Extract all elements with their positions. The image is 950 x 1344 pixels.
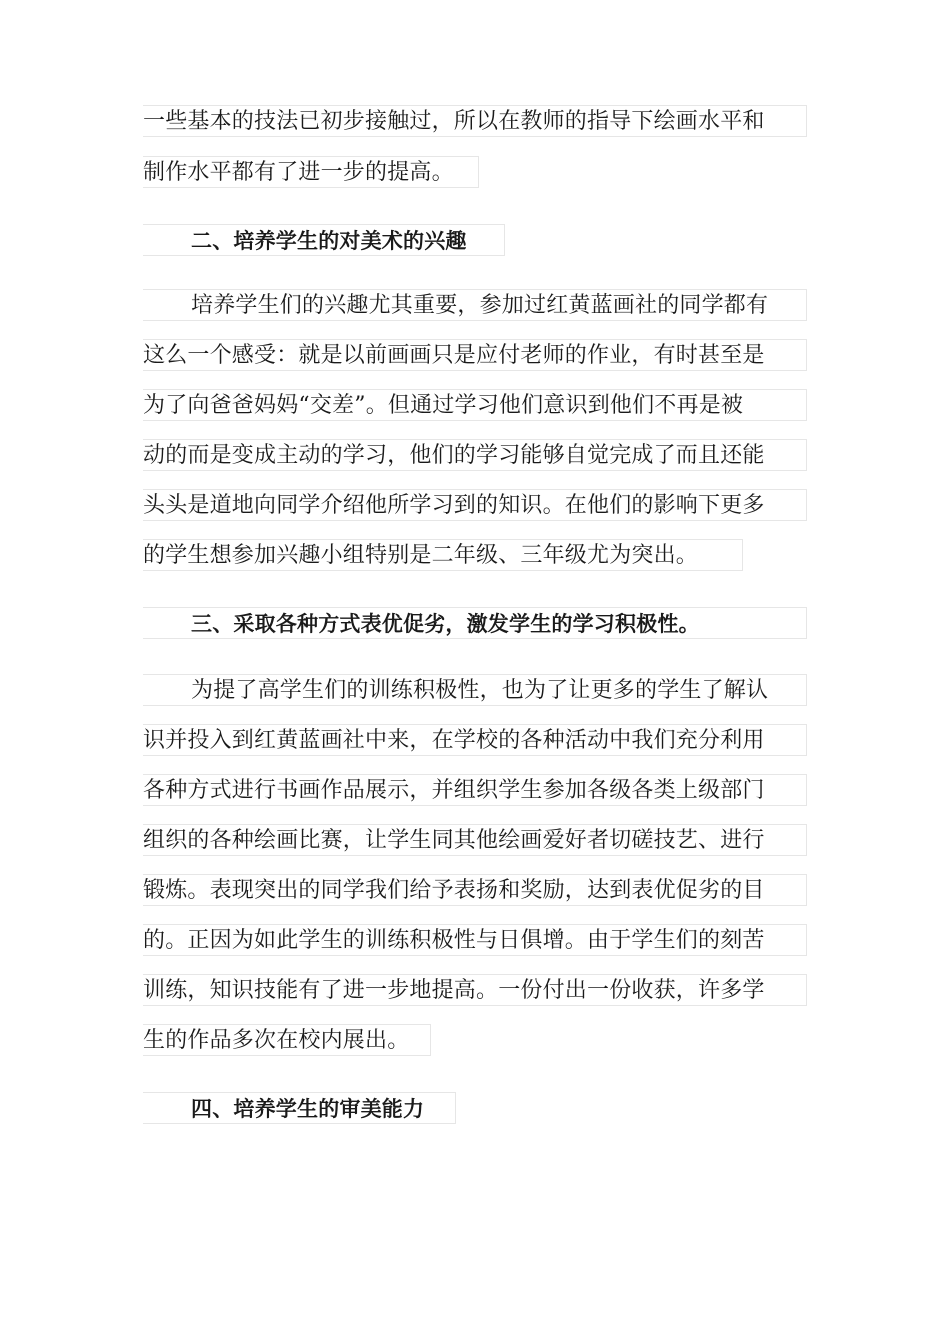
paragraph-line: 培养学生们的兴趣尤其重要，参加过红黄蓝画社的同学都有 bbox=[143, 289, 807, 321]
paragraph-line: 组织的各种绘画比赛，让学生同其他绘画爱好者切磋技艺、进行 bbox=[143, 824, 807, 856]
paragraph-line: 为提了高学生们的训练积极性，也为了让更多的学生了解认 bbox=[143, 674, 807, 706]
paragraph-line: 各种方式进行书画作品展示，并组织学生参加各级各类上级部门 bbox=[143, 774, 807, 806]
paragraph-line: 锻炼。表现突出的同学我们给予表扬和奖励，达到表优促劣的目 bbox=[143, 874, 807, 906]
paragraph-line: 动的而是变成主动的学习，他们的学习能够自觉完成了而且还能 bbox=[143, 439, 807, 471]
paragraph-line: 一些基本的技法已初步接触过，所以在教师的指导下绘画水平和 bbox=[143, 105, 807, 137]
paragraph-line: 这么一个感受：就是以前画画只是应付老师的作业，有时甚至是 bbox=[143, 339, 807, 371]
paragraph-line: 头头是道地向同学介绍他所学习到的知识。在他们的影响下更多 bbox=[143, 489, 807, 521]
paragraph-line: 制作水平都有了进一步的提高。 bbox=[143, 156, 479, 188]
paragraph-line: 为了向爸爸妈妈“交差”。但通过学习他们意识到他们不再是被 bbox=[143, 389, 807, 421]
paragraph-line: 训练，知识技能有了进一步地提高。一份付出一份收获，许多学 bbox=[143, 974, 807, 1006]
paragraph-line: 生的作品多次在校内展出。 bbox=[143, 1024, 431, 1056]
paragraph-line: 的学生想参加兴趣小组特别是二年级、三年级尤为突出。 bbox=[143, 539, 743, 571]
section-heading: 二、培养学生的对美术的兴趣 bbox=[143, 224, 505, 256]
section-heading: 四、培养学生的审美能力 bbox=[143, 1092, 456, 1124]
section-heading: 三、采取各种方式表优促劣，激发学生的学习积极性。 bbox=[143, 607, 807, 639]
paragraph-line: 的。正因为如此学生的训练积极性与日俱增。由于学生们的刻苦 bbox=[143, 924, 807, 956]
paragraph-line: 识并投入到红黄蓝画社中来，在学校的各种活动中我们充分利用 bbox=[143, 724, 807, 756]
